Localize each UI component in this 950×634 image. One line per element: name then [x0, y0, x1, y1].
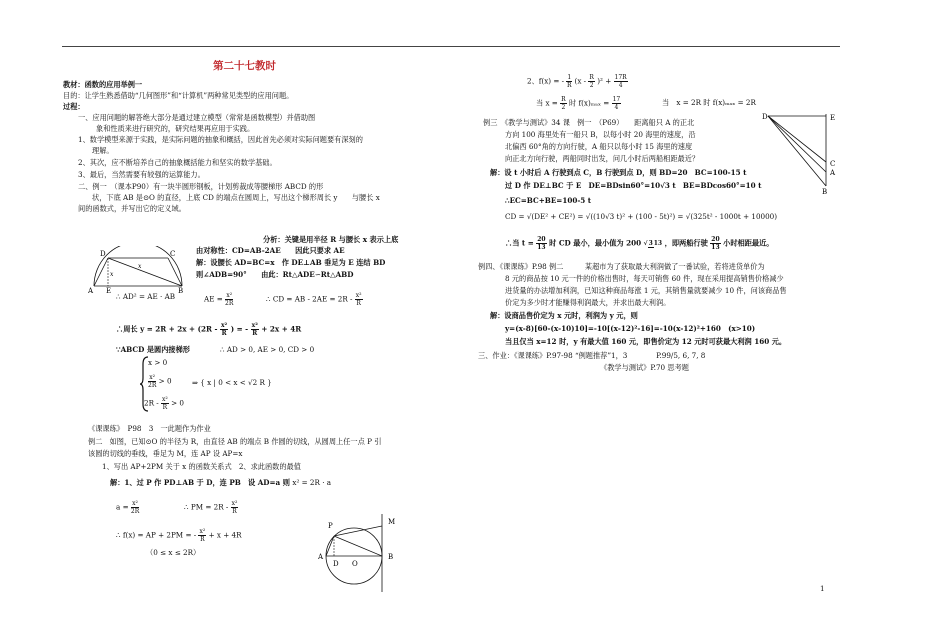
result-fraction-t: $\frac{20}{13}$ [537, 236, 546, 251]
perimeter-eq [116, 322, 301, 337]
example-4-cont2: 进货量的办法增加利润，已知这种商品每涨 1 元，其销售量就要减少 10 件，问该商品售 [505, 286, 787, 295]
mudi-line: 目的：让学生熟悉借助“几何图形”和“计算机”两种常见类型的应用问题。 [63, 91, 294, 100]
fig1-label-A: A [88, 287, 94, 294]
eq-range: （0 ≤ x ≤ 2R） [146, 548, 201, 557]
paragraph-1: 一、应用问题的解答绝大部分是通过建立模型（常常是函数模型）并借助图 [78, 113, 316, 122]
point-1: 1、数学模型来源于实践，是实际问题的抽象和概括，因此首先必须对实际问题要有深刻的 [78, 135, 363, 144]
item-2-text: 2、f(x) = - [527, 76, 565, 86]
fig3-label-B: B [822, 188, 828, 194]
fig1-label-x: x [138, 263, 142, 270]
perimeter-text-3: + 2x + 4R [261, 324, 302, 334]
inscribed-line: ∵ABCD 是圆内接梯形 [116, 345, 190, 354]
max-case-1 [536, 96, 621, 111]
example-3-cont2: 北偏西 60°角的方向行驶，A 船只以每小时 15 海里的速度 [505, 142, 693, 151]
max-case-1-value: $\frac{17}{4}$ [612, 96, 621, 111]
max-case-2: 当 x = 2R 时 f(x)ₘₐₓ = 2R [662, 98, 756, 107]
guocheng-label: 过程： [63, 102, 85, 111]
fraction-x2-over-2R: $\frac{\text{x²}}{2R}$ [225, 292, 234, 307]
example-3-step-2: 过 D 作 DE⊥BC 于 E DE=BDsin60°=10√3 t BE=BDcos60°=10 t [505, 181, 762, 190]
eq-cd-text: ∴ CD = AB - 2AE = 2R - [266, 294, 353, 304]
item-2-text-c: )² + [597, 76, 612, 86]
fig3-label-E: E [830, 114, 836, 122]
example-2-relation: x² = 2R · a [292, 478, 332, 487]
fig1-label-B: B [178, 287, 184, 294]
domain-result: ⇒ { x | 0 < x < √2 R } [192, 378, 272, 387]
result-fraction-min: √313 [643, 239, 663, 247]
example-3: 例三 《教学与测试》34 课 例一 （P69） 距离船只 A 的正北 [483, 118, 695, 127]
fig3-label-D: D [762, 113, 768, 121]
system-row-2-text: > 0 [158, 376, 172, 386]
homework-line: 三、作业：《课课练》P.97-98 “例题推荐”1，3 P.99/5, 6, 7, 8 [478, 351, 706, 360]
perimeter-text: ∴周长 y = 2R + 2x + (2R - [116, 324, 218, 334]
symmetry-line: 由对称性：CD=AB-2AE 因此只要求 AE [196, 246, 345, 255]
perimeter-fraction-1: $\frac{\text{x²}}{R}$ [220, 322, 228, 337]
max-case-1-fraction: $\frac{R}{2}$ [561, 96, 566, 111]
figure-semicircle-trapezoid [88, 246, 188, 294]
fig2-label-B: B [388, 553, 394, 561]
fig2-label-D: D [333, 560, 339, 568]
example-4-cont: 8 元的商品按 10 元一件的价格出售时，每天可销售 60 件，现在采用提高销售价格减少 [505, 274, 784, 283]
item-2-fraction-3: $\frac{17R}{4}$ [614, 74, 627, 89]
header-rule [62, 46, 840, 47]
example-3-result [505, 236, 773, 251]
item-2-fraction-1: $\frac{1}{R}$ [567, 74, 572, 89]
eq-ae-text: AE = [204, 294, 223, 304]
eq-pm [184, 500, 238, 515]
point-1-cont: 理解。 [92, 146, 114, 155]
eq-a-fraction: $\frac{\text{x²}}{2R}$ [130, 500, 140, 515]
inscribed-cond: ∴ AD > 0, AE > 0, CD > 0 [220, 345, 315, 354]
max-case-1-text: 当 x = [536, 98, 558, 108]
example-3-step-3: ∴EC=BC+BE=100-5 t [505, 196, 592, 205]
result-text-c: ，即两船行驶 [664, 238, 708, 248]
eq-f-text: ∴ f(x) = AP + 2PM = - [116, 530, 197, 540]
item-2-fraction-2: $\frac{R}{2}$ [589, 74, 594, 89]
example-2-cont: 该圆的切线的垂线，垂足为 M，连 AP 设 AP=x [88, 449, 243, 458]
system-row-3 [144, 396, 184, 411]
example-4-sol-2: y=(x-8)[60-(x-10)10]=-10[(x-12)²-16]=-10(x-12)²+160 (x>10) [505, 324, 756, 333]
example-2-questions: 1、写出 AP+2PM 关于 x 的函数关系式 2、求此函数的最值 [102, 462, 301, 471]
eq-a-text: a = [116, 502, 129, 512]
fig3-label-A: A [830, 169, 836, 177]
fig3-label-C: C [830, 160, 836, 168]
figure-ships [760, 110, 844, 194]
item-2-eq [527, 74, 628, 89]
eq-a [116, 500, 139, 515]
solution-1: 解：设腰长 AD=BC=x 作 DE⊥AB 垂足为 E 连结 BD [196, 258, 386, 267]
example-4: 例四、《课课练》P.98 例二 某超市为了获取最大利润做了一番试验，若将进货单价为 [478, 262, 765, 271]
example-2: 例二 如图，已知⊙O 的半径为 R，由直径 AB 的端点 B 作圆的切线，从圆周上任一点 P 引 [88, 437, 382, 446]
fig2-label-O: O [352, 560, 358, 568]
page-title: 第二十七教时 [213, 60, 276, 72]
result-text-d: 小时相距最近。 [723, 238, 774, 248]
result-text-b: 时 CD 最小，最小值为 200 [549, 238, 642, 248]
example-1-cont: 状，下底 AB 是⊙O 的直径，上底 CD 的端点在圆周上，写出这个梯形周长 y 与腰长 x [92, 193, 380, 202]
fig1-label-D: D [100, 250, 106, 258]
perimeter-fraction-2: $\frac{\text{x²}}{R}$ [251, 322, 258, 337]
example-1: 二、例一 （课本P90）有一块半圆形钢板，计划剪裁成等腰梯形 ABCD 的形 [78, 182, 324, 191]
example-4-sol-3: 当且仅当 x=12 时，y 有最大值 160 元，即售价定为 12 元时可获最大利润 160 元。 [505, 337, 787, 346]
system-row-2 [148, 374, 172, 389]
example-4-cont3: 价定为多少时才能赚得利润最大，并求出最大利润。 [505, 298, 671, 307]
system-fraction-1: $\frac{\text{x²}}{2R}$ [148, 374, 157, 389]
eq-ad-squared: ∴ AD² = AE · AB [116, 292, 176, 301]
example-3-cont: 方向 100 海里处有一船只 B，以每小时 20 海里的速度，沿 [505, 130, 696, 139]
system-row-3-text: 2R - [144, 398, 159, 408]
eq-cd [266, 292, 363, 307]
fig1-label-E: E [106, 287, 112, 294]
example-3-step-4: CD = √(DE² + CE²) = √((10√3 t)² + (100 - 5t)²) = √(325t² - 1000t + 10000) [505, 212, 778, 221]
eq-f [116, 528, 242, 543]
eq-pm-fraction: $\frac{\text{x²}}{R}$ [231, 500, 238, 515]
example-2-solution [110, 478, 331, 487]
fig2-label-M: M [388, 518, 396, 526]
example-3-step-1: 解：设 t 小时后 A 行驶到点 C，B 行驶到点 D，则 BD=20 BC=100-15 t [490, 168, 747, 177]
figure-circle-tangent [318, 512, 402, 596]
example-2-solution-text: 解：1、过 P 作 PD⊥AB 于 D，连 PB 设 AD=a 则 [110, 478, 290, 487]
analysis-line: 分析：关键是用半径 R 与腰长 x 表示上底 [263, 235, 399, 244]
max-case-1-text-b: 时 f(x)ₘₐₓ = [568, 98, 610, 108]
point-3: 3、最后，当然需要有较强的运算能力。 [78, 170, 205, 179]
item-2-text-b: (x - [574, 76, 587, 86]
example-3-cont3: 向正北方向行驶，两船同时出发，问几小时后两船相距最近？ [505, 154, 700, 163]
fig1-label-C: C [170, 250, 176, 258]
eq-pm-text: ∴ PM = 2R - [184, 502, 229, 512]
fig2-label-P: P [328, 522, 333, 530]
fig2-label-A: A [318, 553, 324, 561]
point-2: 2、其次，应不断培养自己的抽象概括能力和坚实的数学基础。 [78, 158, 277, 167]
page-number: 1 [820, 584, 825, 593]
solution-1-cont: 则∠ADB=90° 由此：Rt△ADE∽Rt△ABD [196, 270, 354, 279]
example-4-sol-1: 解：设商品售价定为 x 元时，利润为 y 元，则 [490, 311, 638, 320]
fraction-x2-over-R: $\frac{\text{x²}}{R}$ [355, 292, 362, 307]
perimeter-text-2: ) = - [230, 324, 249, 334]
eq-ae-label [204, 292, 233, 307]
jiaocai-line: 教材：函数的应用举例一 [63, 80, 143, 89]
example-1-cont2: 间的函数式，并写出它的定义域。 [78, 204, 186, 213]
system-row-3-gt: > 0 [171, 398, 184, 408]
result-text-a: ∴当 t = [505, 238, 534, 248]
system-fraction-2: $\frac{\text{x²}}{R}$ [162, 396, 168, 411]
homework-line-2: 《教学与测试》P.70 思考题 [600, 363, 689, 372]
system-row-1: x > 0 [148, 358, 168, 367]
eq-f-text-2: + x + 4R [208, 530, 242, 540]
paragraph-1-cont: 象和性质来进行研究的，研究结果再应用于实践。 [96, 124, 255, 133]
fig1-label-x2: x [110, 271, 114, 278]
result-fraction-hours: $\frac{20}{13}$ [711, 236, 720, 251]
eq-f-fraction: $\frac{\text{x²}}{R}$ [199, 528, 206, 543]
practice-line: 《课课练》 P98 3 一此题作为作业 [88, 424, 211, 433]
